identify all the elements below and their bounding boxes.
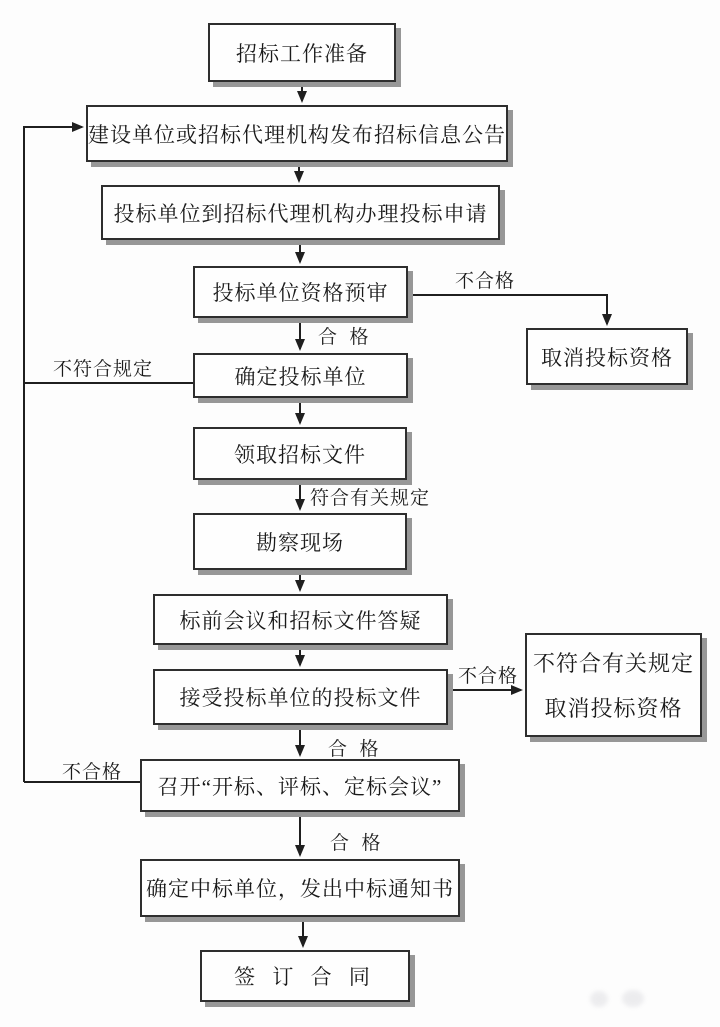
node-site-survey <box>193 513 407 570</box>
node-bid-opening-meeting-label: 召开“开标、评标、定标会议” <box>157 774 443 799</box>
edge-label-qualified-1: 合 格 <box>318 327 370 348</box>
node-prebid-meeting <box>153 594 448 645</box>
watermark <box>588 987 654 1013</box>
node-noncompliant-cancel-line1: 不符合有关规定 <box>532 651 694 676</box>
edge-label-compliant: 符合有关规定 <box>310 488 431 509</box>
node-determine-bidders <box>193 353 408 398</box>
edge-label-qualified-2: 合 格 <box>328 739 380 760</box>
node-cancel-qualification <box>526 328 688 385</box>
node-announce-label: 建设单位或招标代理机构发布招标信息公告 <box>88 122 506 147</box>
edge-label-unqualified-top: 不合格 <box>455 271 516 292</box>
node-collect-documents <box>193 427 407 480</box>
node-bid-opening-meeting <box>140 759 460 812</box>
node-award-label: 确定中标单位，发出中标通知书 <box>146 877 454 901</box>
node-prepare <box>208 23 396 82</box>
node-apply <box>101 185 500 240</box>
edge-label-noncompliant-left: 不符合规定 <box>53 359 154 380</box>
node-collect-documents-label: 领取招标文件 <box>234 442 366 467</box>
edge-prequalification-cancel <box>408 295 607 324</box>
node-sign-contract <box>200 950 410 1002</box>
node-announce <box>86 105 508 162</box>
edge-label-qualified-3: 合 格 <box>330 833 382 854</box>
node-prepare-label: 招标工作准备 <box>236 41 368 66</box>
edge-label-unqualified-left: 不合格 <box>62 762 123 783</box>
node-site-survey-label: 勘察现场 <box>256 530 344 555</box>
node-prebid-meeting-label: 标前会议和招标文件答疑 <box>179 608 422 633</box>
node-accept-documents <box>153 669 448 725</box>
node-prequalification-label: 投标单位资格预审 <box>212 281 389 305</box>
edge-feedback-loop-left <box>24 127 193 383</box>
watermark-mark-1 <box>590 991 608 1007</box>
node-apply-label: 投标单位到招标代理机构办理投标申请 <box>113 201 488 226</box>
node-determine-bidders-label: 确定投标单位 <box>234 364 367 389</box>
node-noncompliant-cancel <box>525 633 702 737</box>
edge-label-unqualified-right: 不合格 <box>458 666 519 687</box>
node-prequalification <box>193 266 408 318</box>
watermark-mark-2 <box>622 990 644 1007</box>
node-noncompliant-cancel-line2: 取消投标资格 <box>544 696 683 721</box>
node-sign-contract-label: 签 订 合 同 <box>234 965 376 989</box>
node-accept-documents-label: 接受投标单位的投标文件 <box>179 686 422 710</box>
node-award <box>140 859 460 917</box>
node-cancel-qualification-label: 取消投标资格 <box>541 345 673 370</box>
